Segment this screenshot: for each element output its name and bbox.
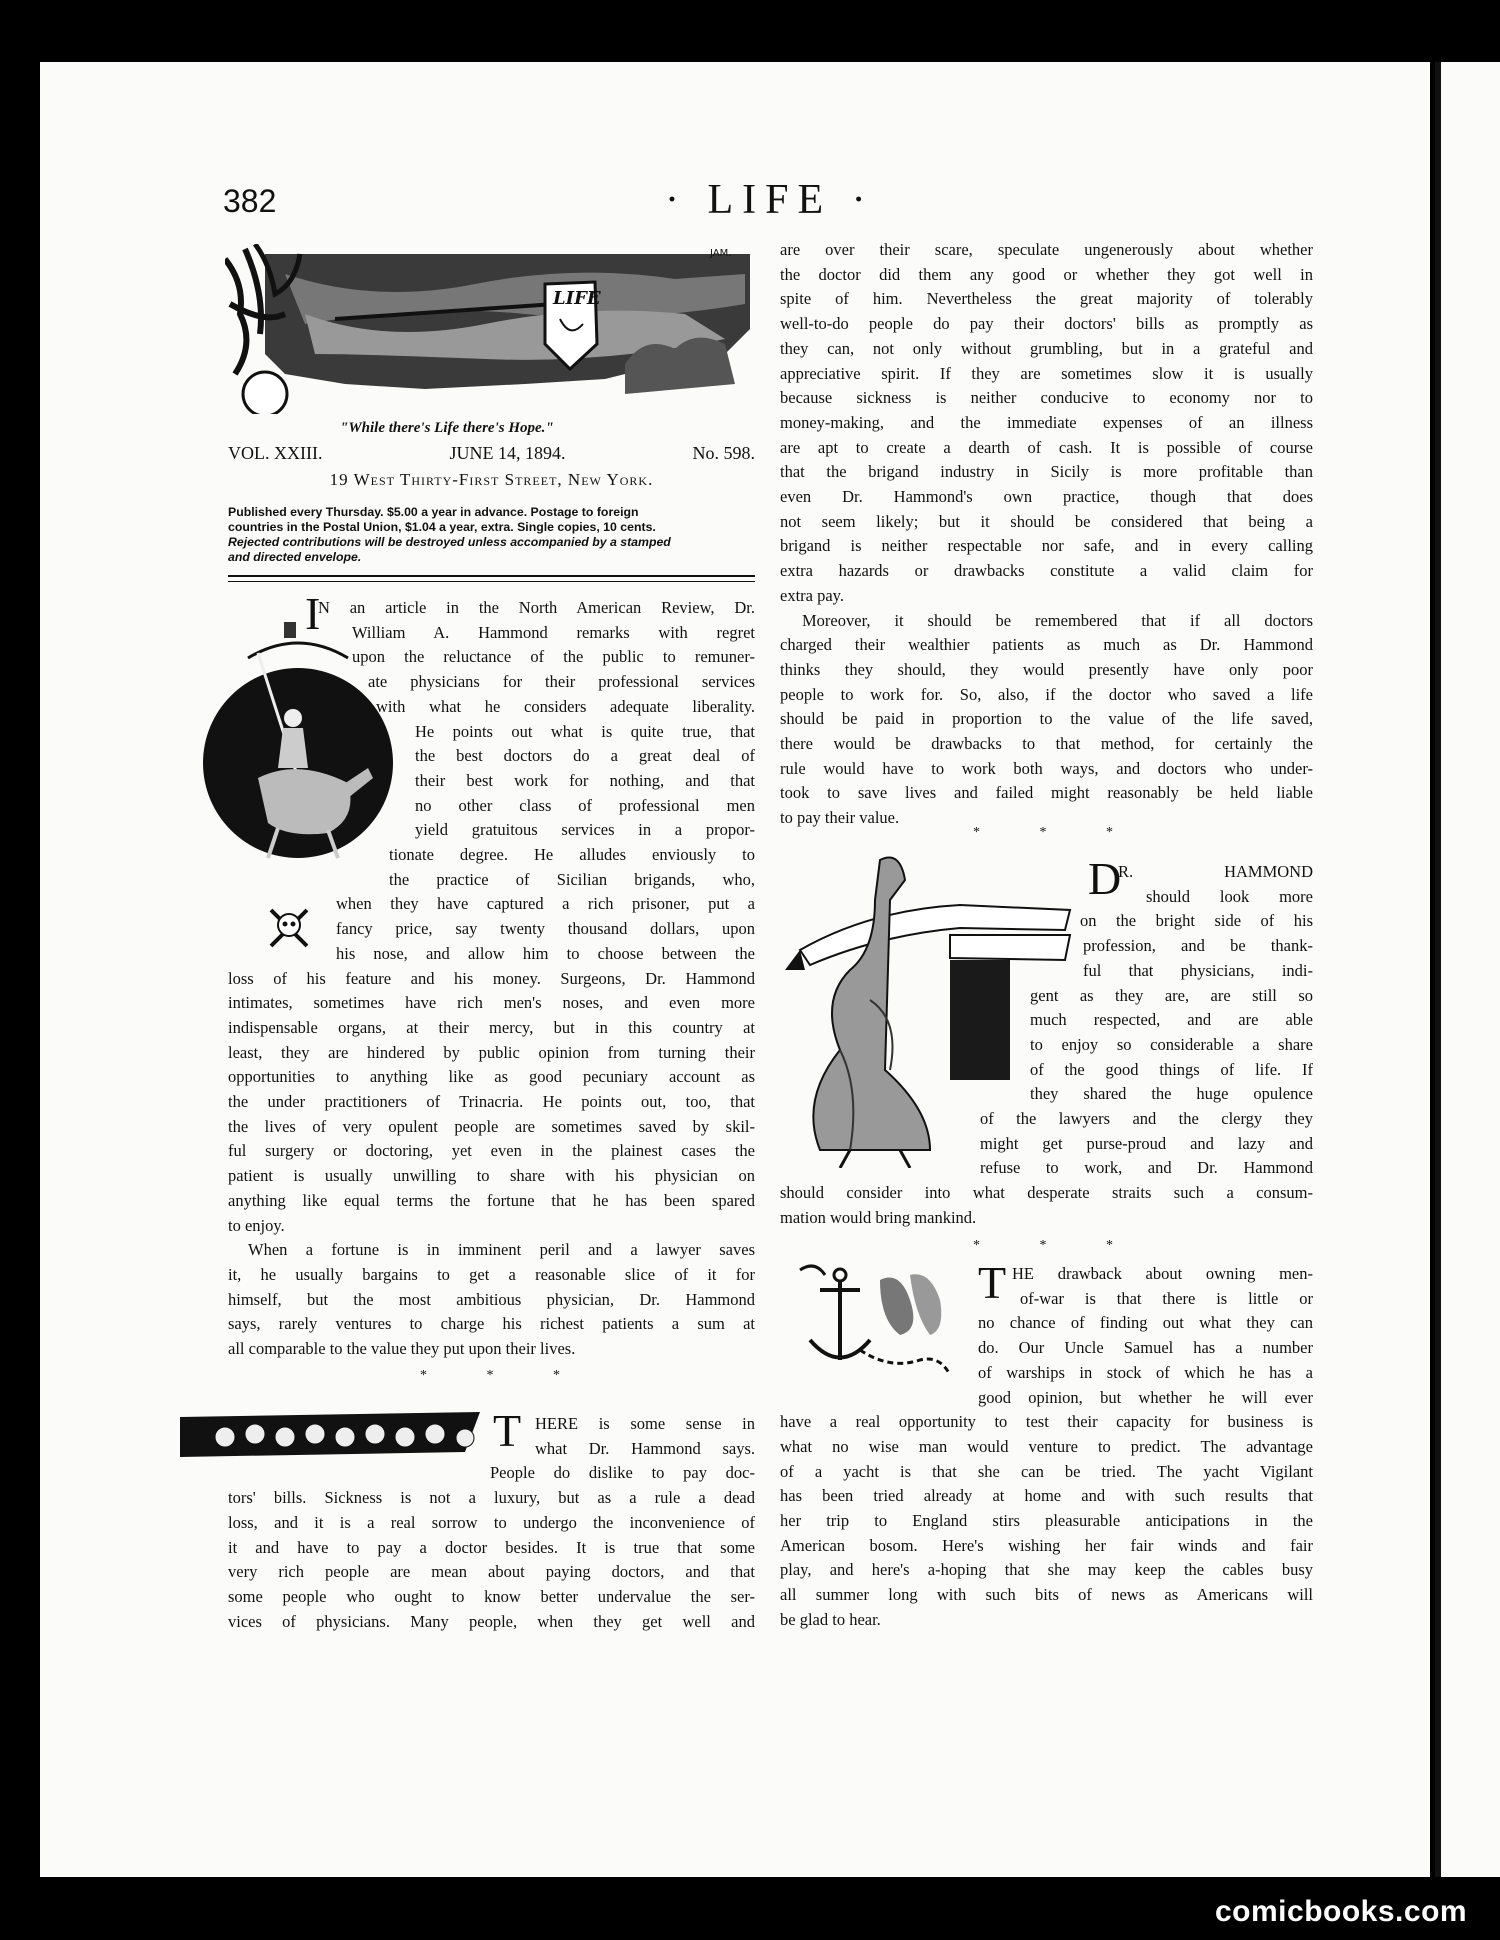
text-line: charged their wealthier patients as much as Dr. Hammond	[780, 635, 1313, 655]
pub-line-1: Published every Thursday. $5.00 a year in advance. Postage to foreign	[228, 505, 639, 519]
publisher-address: 19 West Thirty-First Street, New York.	[329, 470, 654, 489]
issue-date: JUNE 14, 1894.	[449, 443, 566, 463]
text-line: there would be drawbacks to that method, for certainly the	[780, 734, 1313, 753]
text-line: well-to-do people do pay their doctors' bills as promptly as	[780, 314, 1313, 334]
text-line: People do dislike to pay doc-	[490, 1463, 755, 1483]
text-line: might get purse-proud and lazy and	[980, 1133, 1313, 1153]
text-line: refuse to work, and Dr. Hammond	[980, 1158, 1313, 1178]
text-line: to enjoy so considerable a share	[1030, 1034, 1313, 1054]
text-line: vices of physicians. Many people, when they get well and	[228, 1611, 755, 1631]
text-line: all summer long with such bits of news as Americans will	[780, 1585, 1313, 1605]
skulls-row-illustration	[180, 1412, 480, 1462]
text-line: intimates, sometimes have rich men's noses, and even more	[228, 993, 755, 1013]
text-line: upon the reluctance of the public to remuner-	[352, 647, 755, 667]
text-line: good opinion, but whether he will ever	[978, 1387, 1313, 1407]
text-line: says, rarely ventures to charge his richest patients a sum at	[228, 1314, 755, 1334]
text-line: all comparable to the value they put upon their lives.	[228, 1339, 576, 1358]
text-line: much respected, and are able	[1030, 1010, 1313, 1030]
text-line: what Dr. Hammond says.	[535, 1438, 755, 1458]
text-line: extra hazards or drawbacks constitute a valid claim for	[780, 561, 1313, 581]
text-line: are over their scare, speculate ungenerously about whether	[780, 240, 1313, 259]
text-line: of-war is that there is little or	[1020, 1288, 1313, 1308]
text-line: the under practitioners of Trinacria. He points out, too, that	[228, 1092, 755, 1111]
text-line: took to save lives and failed might reasonably be held liable	[780, 783, 1313, 803]
text-line: of the good things of life. If	[1030, 1059, 1313, 1079]
issue-number: No. 598.	[692, 443, 755, 463]
dropcap-article-4: T	[978, 1257, 1007, 1308]
text-line: be glad to hear.	[780, 1609, 881, 1629]
pub-line-2: countries in the Postal Union, $1.04 a year, extra. Single copies, 10 cents.	[228, 520, 656, 534]
text-line: brigand is neither respectable nor safe, and in every calling	[780, 536, 1313, 556]
masthead-banner-illustration	[225, 244, 755, 414]
text-line: when they have captured a rich prisoner, put a	[336, 894, 755, 914]
text-line: her trip to England stirs pleasurable anticipations in the	[780, 1511, 1313, 1530]
text-line: tors' bills. Sickness is not a luxury, but as a rule a dead	[228, 1488, 755, 1508]
volume-line	[228, 443, 755, 464]
text-line: thinks they should, they would presently have only poor	[780, 659, 1313, 679]
svg-text:LIFE: LIFE	[553, 288, 601, 309]
text-line: American bosom. Here's wishing her fair winds and fair	[780, 1535, 1313, 1555]
text-line: HERE is some sense in	[535, 1414, 755, 1433]
text-line: spite of him. Nevertheless the great majority of tolerably	[780, 289, 1313, 309]
text-line: to enjoy.	[228, 1215, 285, 1235]
text-line: to pay their value.	[780, 808, 900, 828]
text-line: should consider into what desperate straits such a consum-	[780, 1183, 1313, 1203]
anchor-illustration	[780, 1260, 970, 1380]
volume: VOL. XXIII.	[228, 443, 323, 463]
text-line: ate physicians for their professional services	[368, 672, 755, 692]
text-line: no other class of professional men	[415, 795, 755, 815]
text-line: fancy price, say twenty thousand dollars, upon	[336, 919, 755, 939]
text-line: money-making, and the immediate expenses of an illness	[780, 412, 1313, 432]
text-line: even Dr. Hammond's own practice, though that does	[780, 487, 1313, 506]
text-line: that the brigand industry in Sicily is more profitable than	[780, 462, 1313, 482]
text-line: it and have to pay a doctor besides. It is true that some	[228, 1537, 755, 1557]
section-divider-stars: * * *	[973, 825, 1141, 840]
text-line: mation would bring mankind.	[780, 1207, 977, 1227]
text-line: loss, and it is a real sorrow to undergo the inconvenience of	[228, 1512, 755, 1532]
text-line: their best work for nothing, and that	[415, 770, 755, 790]
motto: "While there's Life there's Hope."	[340, 420, 554, 436]
header-rule	[228, 575, 755, 577]
masthead: · LIFE ·	[665, 177, 875, 223]
text-line: has been tried already at home and with such results that	[780, 1486, 1313, 1506]
skull-crossbones-icon	[266, 905, 312, 951]
text-line: on the bright side of his	[1080, 911, 1313, 931]
text-line: they can, not only without grumbling, but in a grateful and	[780, 338, 1313, 358]
text-line: should be paid in proportion to the value of the life saved,	[780, 709, 1313, 729]
svg-text:~: ~	[283, 847, 291, 862]
text-line: anything like equal terms the fortune that he has been spared	[228, 1190, 755, 1210]
text-line: rule would have to work both ways, and doctors who under-	[780, 758, 1313, 778]
text-line: HE drawback about owning men-	[1012, 1264, 1313, 1283]
text-line: least, they are hindered by public opinion from turning their	[228, 1042, 755, 1062]
ink-mark-icon	[282, 620, 300, 642]
dropcap-article-3: D	[1088, 853, 1122, 904]
text-line: the lives of very opulent people are sometimes saved by skil-	[228, 1116, 755, 1136]
dropcap-article-1: I	[305, 588, 321, 639]
text-line: they shared the huge opulence	[1030, 1084, 1313, 1104]
header-rule-thin	[228, 581, 755, 582]
text-line: profession, and be thank-	[1083, 936, 1313, 956]
text-line: loss of his feature and his money. Surgeons, Dr. Hammond	[228, 968, 755, 988]
text-line: He points out what is quite true, that	[415, 721, 755, 741]
watermark: comicbooks.com	[1215, 1895, 1468, 1928]
text-line: the doctor did them any good or whether they got well in	[780, 264, 1313, 284]
text-line: opportunities to anything like as good pecuniary account as	[228, 1067, 755, 1087]
text-line: with what he considers adequate liberality.	[376, 696, 755, 716]
text-line: extra pay.	[780, 585, 844, 605]
facing-page-edge	[1435, 62, 1500, 1877]
text-line: are apt to create a dearth of cash. It is possible of course	[780, 437, 1313, 457]
section-divider-stars: * * *	[973, 1238, 1141, 1253]
text-line: very rich people are mean about paying doctors, and that	[228, 1562, 755, 1582]
text-line: some people who ought to know better undervalue the ser-	[228, 1586, 755, 1606]
text-line: of the lawyers and the clergy they	[980, 1109, 1313, 1128]
text-line: When a fortune is in imminent peril and a lawyer saves	[248, 1240, 755, 1260]
text-line: the best doctors do a great deal of	[415, 746, 755, 766]
text-line: of a yacht is that she can be tried. The yacht Vigilant	[780, 1461, 1313, 1481]
pub-notice-1: Rejected contributions will be destroyed unless accompanied by a stamped	[228, 535, 671, 549]
text-line: ful that physicians, indi-	[1083, 960, 1313, 980]
text-line: his nose, and allow him to choose between the	[336, 943, 755, 963]
text-line: no chance of finding out what they can	[978, 1313, 1313, 1333]
text-line: William A. Hammond remarks with regret	[352, 622, 755, 642]
text-line: gent as they are, are still so	[1030, 985, 1313, 1005]
text-line: appreciative spirit. If they are sometimes slow it is usually	[780, 363, 1313, 383]
text-line: ful surgery or doctoring, yet even in the plainest cases the	[228, 1141, 755, 1161]
text-line: have a real opportunity to test their capacity for business is	[780, 1412, 1313, 1432]
publication-info	[228, 505, 755, 565]
text-line: tionate degree. He alludes enviously to	[389, 845, 755, 864]
text-line: of warships in stock of which he has a	[978, 1362, 1313, 1382]
text-line: what no wise man would venture to predict. The advantage	[780, 1436, 1313, 1456]
dropcap-article-2: T	[493, 1405, 522, 1456]
text-line: should look more	[1146, 886, 1313, 906]
text-line: yield gratuitous services in a propor-	[415, 820, 755, 840]
text-line: himself, but the most ambitious physician, Dr. Hammond	[228, 1289, 755, 1309]
text-line: indispensable organs, at their mercy, but in this country at	[228, 1017, 755, 1037]
text-line: play, and here's a-hoping that she may keep the cables busy	[780, 1560, 1313, 1580]
text-line: not seem likely; but it should be considered that being a	[780, 511, 1313, 531]
text-line: patient is usually unwilling to share with his physician on	[228, 1166, 755, 1186]
text-line: Moreover, it should be remembered that if all doctors	[802, 610, 1313, 630]
text-line: N an article in the North American Review, Dr.	[318, 598, 755, 617]
text-line: do. Our Uncle Samuel has a number	[978, 1338, 1313, 1358]
text-line: because sickness is neither conducive to economy nor to	[780, 388, 1313, 408]
banner-signature: JAM.	[710, 248, 732, 259]
text-line: the practice of Sicilian brigands, who,	[389, 869, 755, 889]
text-line: it, he usually bargains to get a reasonable slice of it for	[228, 1264, 755, 1284]
page-number: 382	[223, 183, 277, 219]
text-line: people to work for. So, also, if the doctor who saved a life	[780, 684, 1313, 704]
pub-notice-2: and directed envelope.	[228, 550, 362, 564]
section-divider-stars: * * *	[420, 1368, 588, 1383]
text-line: R. HAMMOND	[1118, 862, 1313, 881]
